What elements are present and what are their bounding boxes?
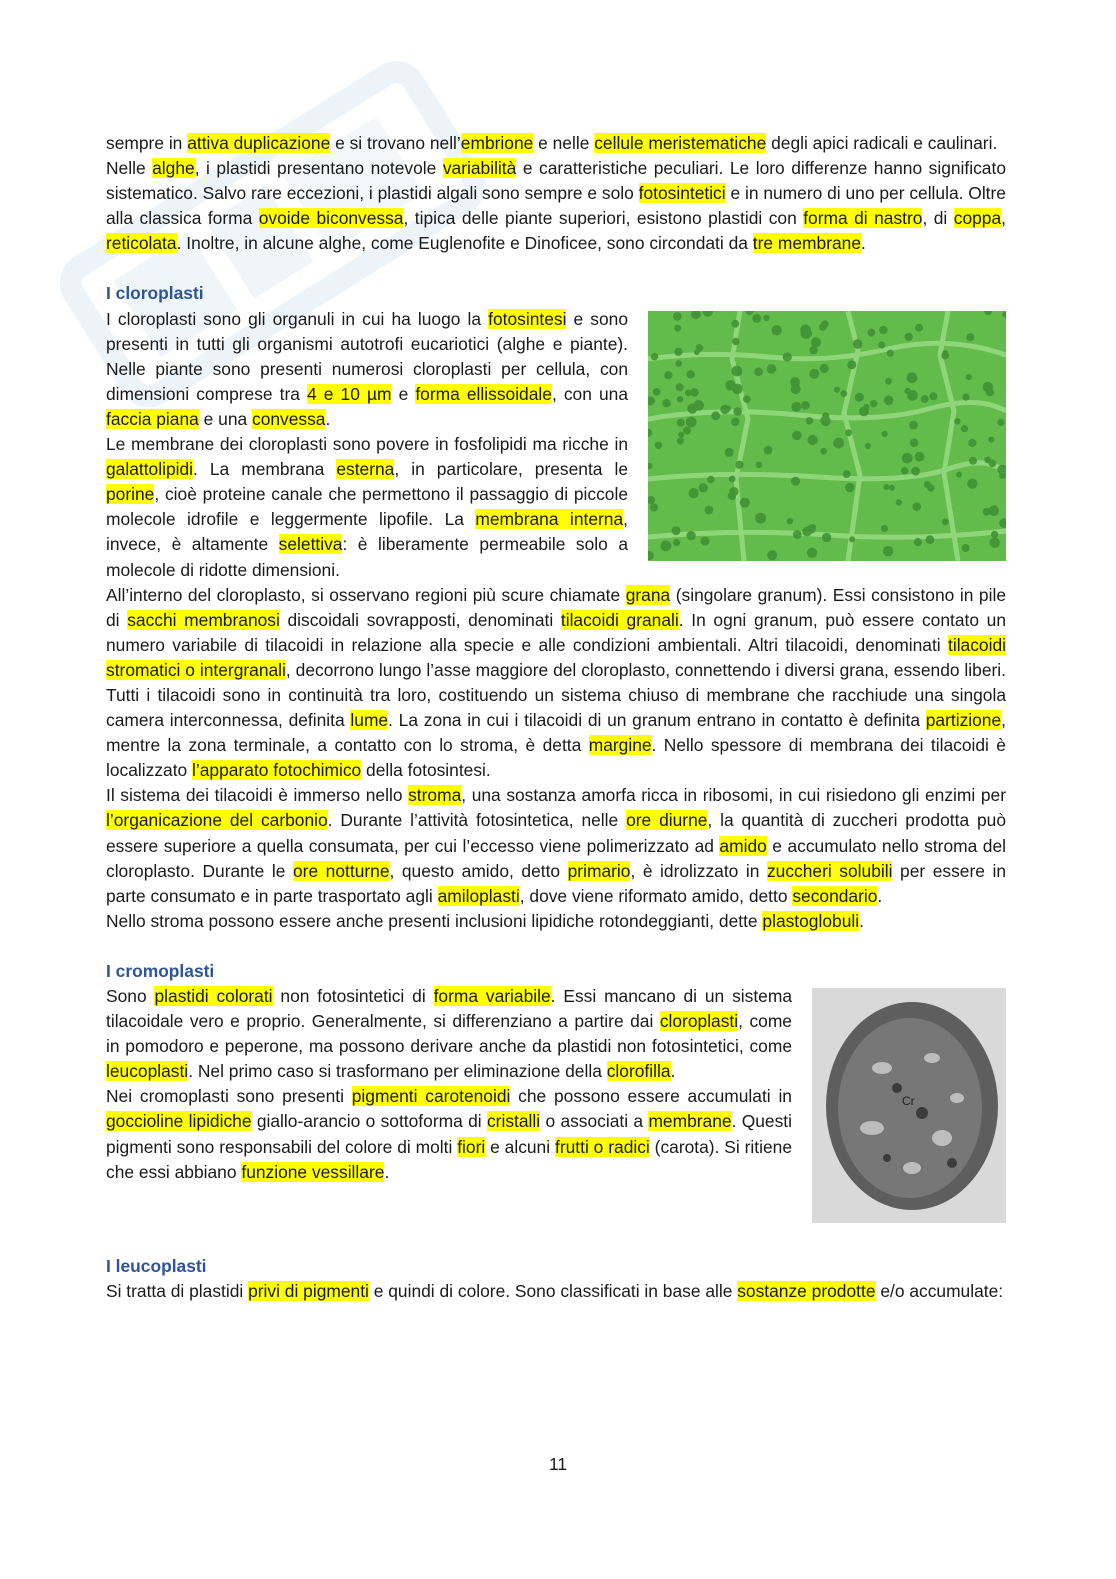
text-run: e alcuni <box>485 1136 555 1157</box>
text-run: . <box>670 1061 676 1082</box>
highlighted-term: porine <box>106 484 155 505</box>
section-heading-cloroplasti: I cloroplasti <box>106 283 204 304</box>
highlighted-term: coppa <box>953 208 1002 229</box>
section-heading-leucoplasti: I leucoplasti <box>106 1256 207 1276</box>
text-run: . <box>859 910 864 931</box>
highlighted-term: fotosintesi <box>488 308 567 329</box>
highlighted-term: variabilità <box>442 158 517 179</box>
highlighted-term: privi di pigmenti <box>248 1281 369 1302</box>
highlighted-term: sostanze prodotte <box>737 1281 876 1302</box>
text-run: e accumulato nello stroma del cloroplasto. Durante le <box>106 835 1006 881</box>
cloroplasti-paragraph <box>106 783 1006 908</box>
text-run: , tipica delle piante superiori, esistono plastidi con <box>403 208 804 229</box>
text-run: e in numero di uno per cellula. Oltre alla classica forma <box>106 183 1006 229</box>
highlighted-term: amiloplasti <box>437 885 520 906</box>
highlighted-term: secondario <box>792 885 878 906</box>
highlighted-term: embrione <box>460 133 534 153</box>
text-run: . In ogni granum, può essere contato un numero variabile di tilacoidi in relazione alla specie e alle condizioni ambientali. Altri tilacoidi, denominati <box>106 609 1006 655</box>
highlighted-term: plastoglobuli <box>762 910 860 931</box>
text-run: Si tratta di plastidi <box>106 1281 249 1302</box>
text-run: e una <box>198 408 252 429</box>
text-run: . Essi mancano di un sistema tilacoidale vero e proprio. Generalmente, si differenziano a partire dai <box>106 986 792 1032</box>
highlighted-term: clorofilla <box>606 1061 671 1082</box>
text-run: , dove viene riformato amido, detto <box>519 885 793 906</box>
text-run: , è idrolizzato in <box>630 860 767 881</box>
text-run: giallo-arancio o sottoforma di <box>251 1111 487 1132</box>
text-run: discoidali sovrapposti, denominati <box>279 609 561 630</box>
text-run: . Nel primo caso si trasformano per eliminazione della <box>188 1061 607 1082</box>
highlighted-term: stroma <box>408 785 462 806</box>
text-run: Le membrane dei cloroplasti sono povere in fosfolipidi ma ricche in <box>106 434 628 455</box>
text-run: e <box>391 383 416 404</box>
text-run: I cloroplasti sono gli organuli in cui ha luogo la <box>106 308 489 329</box>
text-run: . La membrana <box>193 459 337 480</box>
highlighted-term: funzione vessillare <box>241 1161 385 1182</box>
highlighted-term: l’apparato fotochimico <box>192 760 362 781</box>
text-run: , cioè proteine canale che permettono il passaggio di piccole molecole idrofile e leggermente lipofile. La <box>106 484 628 530</box>
cloroplasti-paragraph <box>106 909 1006 934</box>
intro-paragraph <box>106 156 1006 256</box>
text-run: . Inoltre, in alcune alghe, come Euglenofite e Dinoficee, sono circondati da <box>176 233 753 254</box>
highlighted-term: attiva duplicazione <box>187 133 331 153</box>
text-run: . <box>325 408 331 429</box>
chromoplast-micrograph <box>812 988 1006 1223</box>
intro-paragraph <box>106 131 1006 156</box>
micrograph-label: Cr <box>902 1094 915 1108</box>
highlighted-term: ore notturne <box>293 860 390 881</box>
text-run: e caratteristiche peculiari. Le loro differenze hanno significato sistematico. Salvo rare eccezioni, i plastidi algali sono sempre e solo <box>106 158 1006 204</box>
text-run: , decorrono lungo l’asse maggiore del cloroplasto, connettendo i diversi grana, essendo liberi. Tutti i tilacoidi sono in continuità tra loro, costituendo un sistema chiuso di membrane che racchiude una singola camera interconnessa, definita <box>106 659 1006 731</box>
highlighted-term: margine <box>588 735 652 756</box>
text-run: , mentre la zona terminale, a contatto con lo stroma, è detta <box>106 710 1006 756</box>
highlighted-term: cloroplasti <box>659 1011 739 1032</box>
highlighted-term: membrane <box>648 1111 732 1132</box>
highlighted-term: ovoide biconvessa <box>258 208 404 229</box>
highlighted-term: cristalli <box>486 1111 541 1132</box>
highlighted-term: leucoplasti <box>106 1061 189 1082</box>
text-run: . Durante l’attività fotosintetica, nelle <box>327 810 627 831</box>
highlighted-term: cellule meristematiche <box>594 133 767 153</box>
text-run: e quindi di colore. Sono classificati in base alle <box>368 1281 738 1302</box>
text-run: . <box>861 233 866 254</box>
highlighted-term: reticolata <box>106 233 177 254</box>
text-run: . La zona in cui i tilacoidi di un granum entrano in contatto è definita <box>388 710 926 731</box>
highlighted-term: alghe <box>152 158 195 179</box>
text-run: e nelle <box>533 133 595 153</box>
highlighted-term: esterna <box>336 459 395 480</box>
text-run: (singolare granum). Essi consistono in pile di <box>106 584 1006 630</box>
text-run: Nei cromoplasti sono presenti <box>106 1086 352 1107</box>
text-run: e sono presenti in tutti gli organismi autotrofi eucariotici (alghe e piante). Nelle piante sono presenti numerosi cloroplasti per cellula, con dimensioni comprese tra <box>106 308 629 404</box>
text-run: non fotosintetici di <box>272 986 434 1006</box>
text-run: che possono essere accumulati in <box>510 1086 792 1107</box>
page-number: 11 <box>548 1454 568 1474</box>
highlighted-term: lume <box>350 710 389 731</box>
text-run: . Nello spessore di membrana dei tilacoidi è localizzato <box>106 735 1006 781</box>
highlighted-term: galattolipidi <box>106 459 194 480</box>
text-run: : è liberamente permeabile solo a molecole di ridotte dimensioni. <box>106 534 628 580</box>
highlighted-term: grana <box>625 584 671 605</box>
highlighted-term: selettiva <box>278 534 343 555</box>
text-run: degli apici radicali e caulinari. <box>766 133 998 153</box>
text-run: Nelle <box>106 158 153 179</box>
cloroplasti-paragraph <box>106 583 1006 784</box>
highlighted-term: forma variabile <box>433 986 551 1006</box>
text-run: o associati a <box>540 1111 649 1132</box>
text-run: , invece, è altamente <box>106 509 628 555</box>
text-run: per essere in parte consumato e in parte trasportato agli <box>106 860 1006 906</box>
text-run: (carota). Si ritiene che essi abbiano <box>106 1136 792 1182</box>
highlighted-term: faccia piana <box>106 408 199 429</box>
leucoplasti-paragraph <box>106 1279 1006 1304</box>
text-run: . <box>877 885 883 906</box>
page-content <box>106 131 1006 1304</box>
text-run: . <box>384 1161 390 1182</box>
highlighted-term: zuccheri solubili <box>766 860 893 881</box>
chloroplast-micrograph <box>648 311 1006 561</box>
highlighted-term: sacchi membranosi <box>127 609 280 630</box>
highlighted-term: tilacoidi granali <box>560 609 679 630</box>
text-run: e si trovano nell’ <box>330 133 461 153</box>
highlighted-term: membrana interna <box>475 509 624 530</box>
text-run: , questo amido, detto <box>389 860 568 881</box>
text-run: . Questi pigmenti sono responsabili del colore di molti <box>106 1111 792 1157</box>
text-run: Sono <box>106 986 155 1006</box>
text-run: , in particolare, presenta le <box>394 459 628 480</box>
highlighted-term: partizione <box>925 710 1002 731</box>
highlighted-term: forma di nastro <box>803 208 923 229</box>
text-run: , di <box>922 208 954 229</box>
text-run: , <box>1001 208 1006 229</box>
highlighted-term: goccioline lipidiche <box>106 1111 252 1132</box>
highlighted-term: primario <box>567 860 631 881</box>
text-run: sempre in <box>106 133 188 153</box>
text-run: , come in pomodoro e peperone, ma possono derivare anche da plastidi non fotosintetici, come <box>106 1011 792 1057</box>
text-run: della fotosintesi. <box>361 760 491 781</box>
text-run: Il sistema dei tilacoidi è immerso nello <box>106 785 409 806</box>
highlighted-term: fotosintetici <box>638 183 726 204</box>
highlighted-term: amido <box>719 835 767 856</box>
highlighted-term: fiori <box>457 1136 486 1157</box>
highlighted-term: frutti o radici <box>554 1136 650 1157</box>
section-heading-cromoplasti: I cromoplasti <box>106 960 215 981</box>
text-run: , una sostanza amorfa ricca in ribosomi, in cui risiedono gli enzimi per <box>461 785 1006 806</box>
text-run: e/o accumulate: <box>875 1281 1004 1302</box>
text-run: , i plastidi presentano notevole <box>194 158 443 179</box>
text-run: Nello stroma possono essere anche presenti inclusioni lipidiche rotondeggianti, dette <box>106 910 763 931</box>
text-run: All’interno del cloroplasto, si osservano regioni più scure chiamate <box>106 584 626 605</box>
highlighted-term: tre membrane <box>752 233 862 254</box>
highlighted-term: 4 e 10 µm <box>307 383 392 404</box>
highlighted-term: forma ellissoidale <box>415 383 552 404</box>
highlighted-term: ore diurne <box>626 810 708 831</box>
highlighted-term: l’organicazione del carbonio <box>106 810 328 831</box>
highlighted-term: plastidi colorati <box>154 986 273 1006</box>
highlighted-term: convessa <box>252 408 326 429</box>
highlighted-term: pigmenti carotenoidi <box>351 1086 511 1107</box>
text-run: , con una <box>551 383 628 404</box>
text-run: , la quantità di zuccheri prodotta può essere superiore a quella consumata, per cui l’eccesso viene polimerizzato ad <box>106 810 1006 856</box>
highlighted-term: tilacoidi stromatici o intergranali <box>106 634 1006 680</box>
